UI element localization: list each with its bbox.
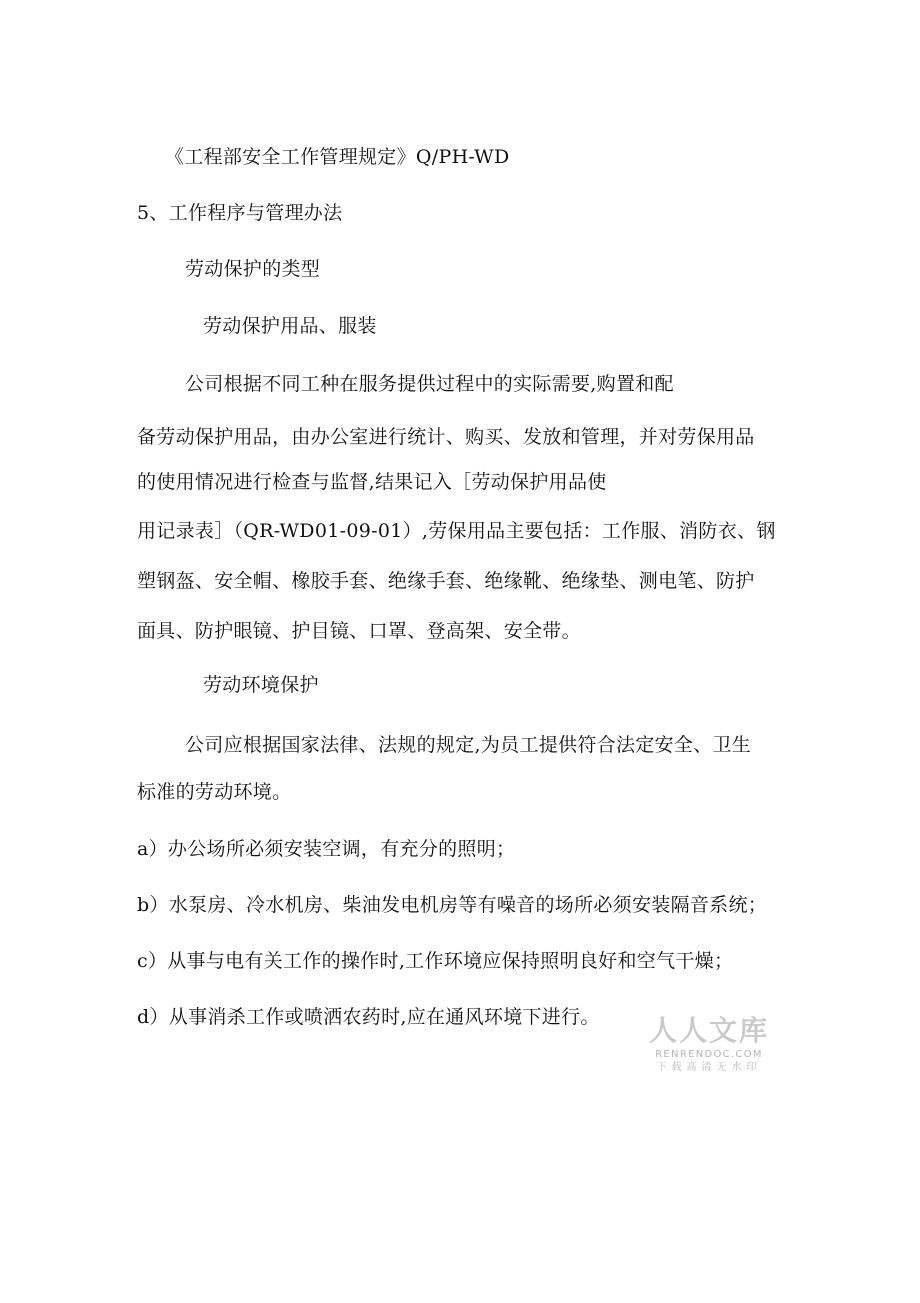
paragraph-line: 用记录表］（QR-WD01-09-01）,劳保用品主要包括：工作服、消防衣、钢 bbox=[137, 520, 776, 542]
watermark-brand: 人人文库 bbox=[648, 1014, 769, 1047]
paragraph-line: 标准的劳动环境。 bbox=[137, 781, 292, 803]
list-item: c）从事与电有关工作的操作时,工作环境应保持照明良好和空气干燥； bbox=[137, 950, 734, 972]
subheading-protective-equipment: 劳动保护用品、服装 bbox=[203, 315, 377, 337]
subheading-protection-types: 劳动保护的类型 bbox=[185, 258, 321, 280]
list-item: d）从事消杀工作或喷洒农药时,应在通风环境下进行。 bbox=[137, 1006, 600, 1028]
paragraph-line: 面具、防护眼镜、护目镜、口罩、登高架、安全带。 bbox=[137, 620, 581, 642]
watermark-tagline: 下载高清无水印 bbox=[656, 1062, 762, 1073]
list-item: b）水泵房、冷水机房、柴油发电机房等有噪音的场所必须安装隔音系统； bbox=[137, 894, 768, 916]
paragraph-line: 备劳动保护用品，由办公室进行统计、购买、发放和管理，并对劳保用品 bbox=[137, 426, 755, 448]
paragraph-line: 公司根据不同工种在服务提供过程中的实际需要,购置和配 bbox=[185, 373, 674, 395]
watermark bbox=[646, 1014, 772, 1075]
watermark-url: RENRENDOC.COM bbox=[655, 1049, 763, 1060]
paragraph-line: 的使用情况进行检查与监督,结果记入［劳动保护用品使 bbox=[137, 471, 607, 493]
paragraph-line: 公司应根据国家法律、法规的规定,为员工提供符合法定安全、卫生 bbox=[185, 734, 752, 756]
section-heading-5: 5、工作程序与管理办法 bbox=[137, 202, 343, 224]
list-item: a）办公场所必须安装空调，有充分的照明； bbox=[137, 838, 516, 860]
paragraph-line: 塑钢盔、安全帽、橡胶手套、绝缘手套、绝缘靴、绝缘垫、测电笔、防护 bbox=[137, 570, 755, 592]
referenced-standard: 《工程部安全工作管理规定》Q/PH-WD bbox=[165, 146, 510, 168]
subheading-work-environment: 劳动环境保护 bbox=[203, 674, 319, 696]
